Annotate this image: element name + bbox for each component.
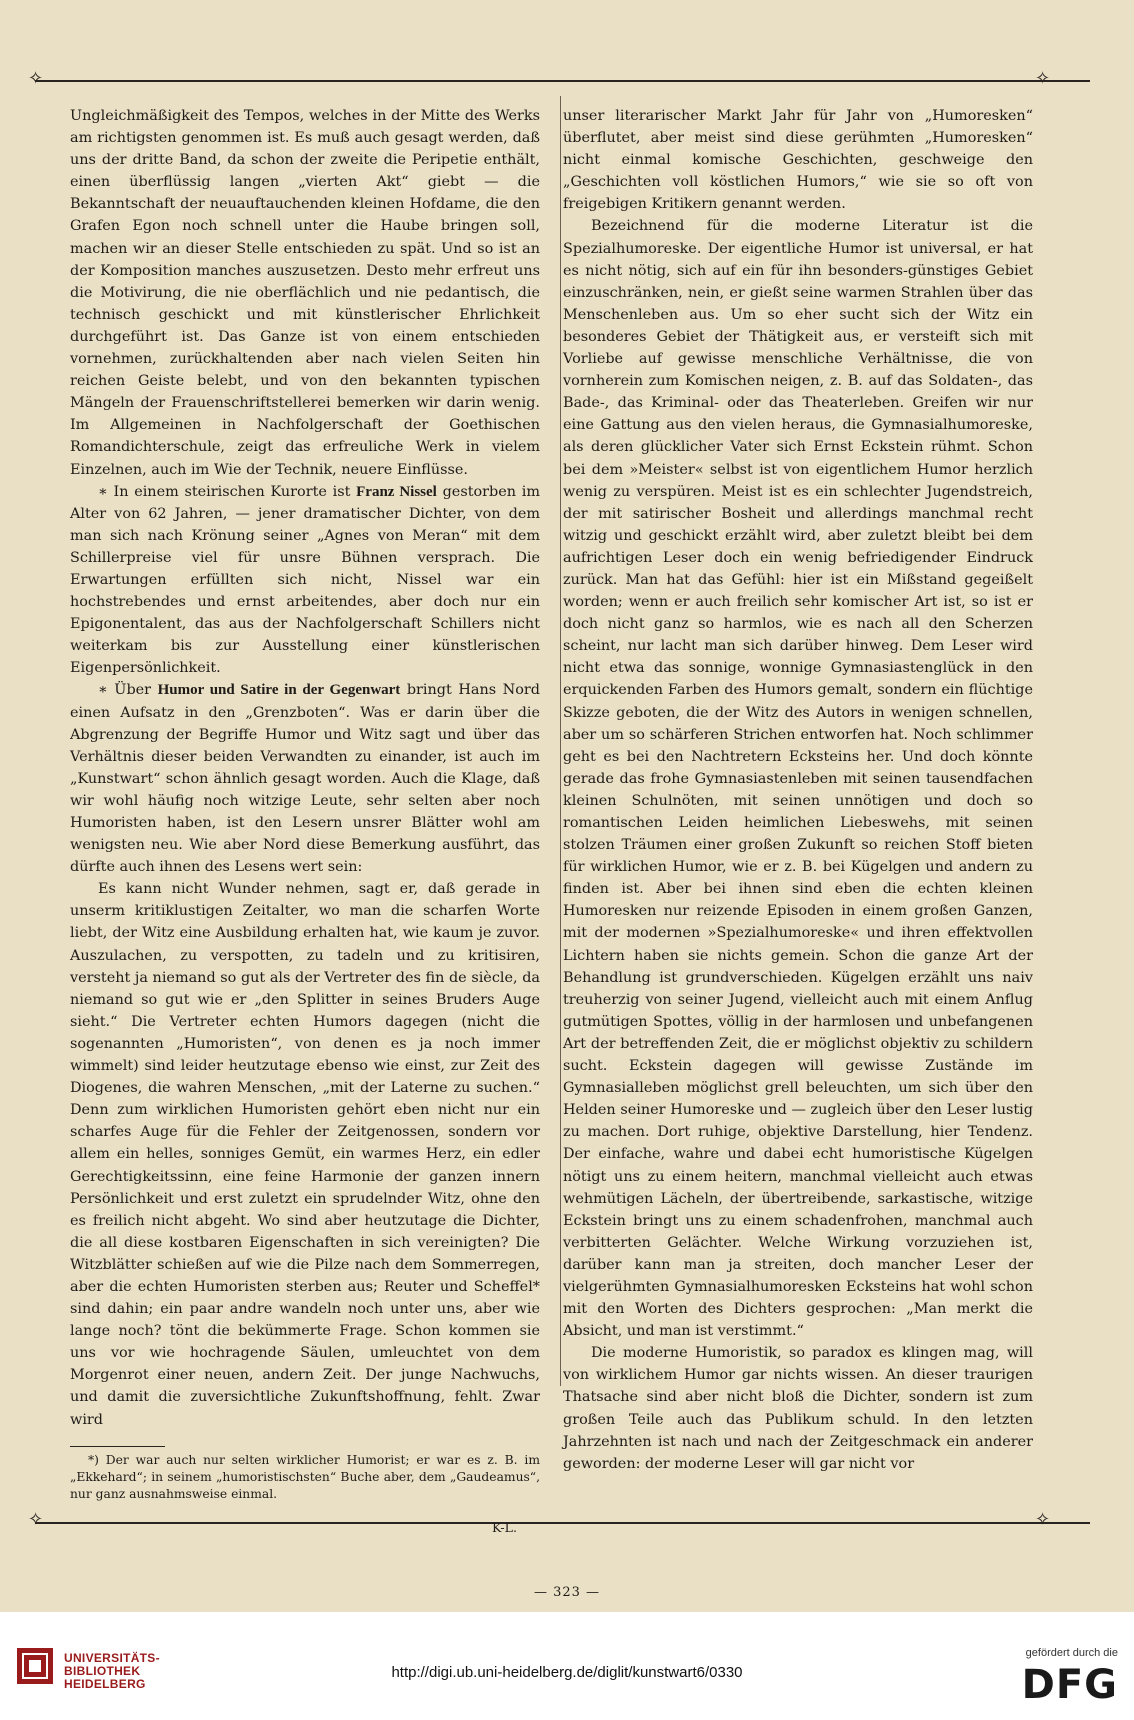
paragraph: unser literarischer Markt Jahr für Jahr von „Humoresken“ überflutet, aber meist sind diese gerühmten „Humoresken“ nicht einmal komische Geschichten, geschweige den „Geschichten voll köstlichen Humors,“ wie sie so oft von freigebigen Kritikern genannt werden. (563, 108, 1033, 213)
page-number: — 323 — (533, 1585, 601, 1600)
paragraph: Es kann nicht Wunder nehmen, sagt er, daß gerade in unserm kritiklustigen Zeitalter, wo man die scharfen Worte liebt, der Witz eine Ausbildung erhalten hat, wie kaum je zuvor. Auszulachen, zu verspotten, zu tadeln und zu kritisiren, versteht ja niemand so gut als der Vertreter des fin de siècle, da niemand so gut wie er „den Splitter in seines Bruders Auge sieht.“ Die Vertreter echten Humors dagegen (nicht die sogenannten „Humoristen“, von denen es ja noch immer wimmelt) sind leider heutzutage ebenso wie einst, zur Zeit des Diogenes, die wahren Menschen, „mit der Laterne zu suchen.“ Denn zum wirklichen Humoristen gehört eben nicht nur ein scharfes Auge für die Fehler der Zeitgenossen, sondern vor allem ein helles, sonniges Gemüt, ein warmes Herz, ein edler Gerechtigkeitssinn, eine feine Harmonie der ganzen innern Persönlichkeit und erst zuletzt ein sprudelnder Witz, ohne den es freilich nicht abgeht. Wo sind aber heutzutage die Dichter, die all diese kostbaren Eigenschaften in sich vereinigten? Die Witzblätter schießen auf wie die Pilze nach dem Sommerregen, aber die echten Humoristen sterben aus; Reuter und Scheffel* sind dahin; ein paar andre wandeln noch unter uns, aber wie lange noch? tönt die bekümmerte Frage. Schon kommen sie uns vor wie hochragende Säulen, umleuchtet von dem Morgenrot einer neuen, andern Zeit. Der junge Nachwuchs, und damit die zuversichtliche Zukunftshoffnung, fehlt. Zwar wird (70, 881, 540, 1428)
footnote: *) Der war auch nur selten wirklicher Humorist; er war es z. B. im „Ekkehard“; in seinem „humoristischsten“ Buche aber, dem „Gaudeamus“, nur ganz ausnahmsweise einmal. (70, 1453, 540, 1501)
dfg-logo: DFG (1021, 1662, 1118, 1708)
column-divider (560, 96, 561, 1386)
left-column (70, 105, 540, 1431)
ornament-corner-icon: ✧ (1035, 1509, 1051, 1530)
paragraph: Ungleichmäßigkeit des Tempos, welches in der Mitte des Werks am richtigsten genommen ist. Es muß auch gesagt werden, daß uns der dritte Band, da schon der zweite die Peripetie enthält, einen überflüssig langen „vierten Akt“ giebt — die Bekanntschaft der neuauftauchenden kleinen Hofdame, die den Grafen Egon noch schnell unter die Haube bringen soll, machen wir an dieser Stelle entschieden zu spät. Und so ist an der Komposition manches auszusetzen. Desto mehr erfreut uns die Motivirung, die nie oberflächlich und nie pedantisch, die technisch geschickt und mit künstlerischer Ehrlichkeit durchgeführt ist. Das Ganze ist von einem entschieden vornehmen, zurückhaltenden aber nach vielen Seiten hin reichen Geiste belebt, und von den bekannten typischen Mängeln der Frauenschriftstellerei bemerken wir darin wenig. Im Allgemeinen in Nachfolgerschaft der Goethischen Romandichterschule, zeigt das erfreuliche Werk in vielem Einzelnen, auch im Wie der Technik, neuere Einflüsse. (70, 108, 540, 478)
library-name: UNIVERSITÄTS- BIBLIOTHEK HEIDELBERG (64, 1651, 160, 1691)
person-name: Franz Nissel (356, 483, 437, 500)
footnote-signature: K-L. (492, 1520, 517, 1535)
paragraph: ∗ In einem steirischen Kurorte ist Franz Nissel gestorben im Alter von 62 Jahren, — jener dramatischer Dichter, von dem man sich nach Krönung seiner „Agnes von Meran“ mit dem Schillerpreise viel für unsre Bühnen versprach. Die Erwartungen erfüllten sich nicht, Nissel war ein hochstrebendes und ernst arbeitendes, aber doch nur ein Epigonentalent, das aus der Nachfolgerschaft Schillers nicht weiterkam bis zur Ausstellung einer künstlerischen Eigenpersönlichkeit. (70, 483, 541, 677)
paragraph: Bezeichnend für die moderne Literatur ist die Spezialhumoreske. Der eigentliche Humor ist universal, er hat es nicht nötig, sich auf ein für ihn besonders-günstiges Gebiet einzuschränken, nein, er gießt seine warmen Strahlen über das Menschenleben aus. Um so eher sucht sich der Witz ein besonderes Gebiet der Thätigkeit aus, er versteift sich mit Vorliebe auf gewisse menschliche Verhältnisse, die von vornherein zum Komischen neigen, z. B. auf das Soldaten-, das Bade-, das Kriminal- oder das Theaterleben. Greifen wir nur eine Gattung aus den vielen heraus, die Gymnasialhumoreske, als deren glücklicher Vater sich Ernst Eckstein rühmt. Schon bei dem »Meister« selbst ist von eigentlichem Humor herzlich wenig zu verspüren. Meist ist es ein schlechter Jugendstreich, der mit satirischer Bosheit und allerdings manchmal recht witzig und geschickt erzählt wird, aber zuletzt bleibt bei dem aufrichtigen Leser doch ein wenig befriedigender Eindruck zurück. Man hat das Gefühl: hier ist ein Mißstand gegeißelt worden; wenn er auch freilich sehr komischer Art ist, so ist er doch nicht ganz so harmlos, wie es nach all den Scherzen scheint, nur lacht man sich darüber hinweg. Dem Leser wird nicht etwa das sonnige, wonnige Gymnasiastenglück in den erquickenden Farben des Humors gemalt, sondern ein flüchtige Skizze geboten, die der Witz des Autors in wenigen schnellen, aber um so schärferen Strichen entworfen hat. Noch schlimmer geht es bei den Nachtretern Ecksteins her. Und doch könnte gerade das frohe Gymnasiastenleben mit seinen tausendfachen kleinen Schulnöten, mit seinen unnötigen und doch so romantischen Leiden heimlichen Liebeswehs, mit seinen stolzen Träumen einer großen Zukunft so reichen Stoff bieten für wirklichen Humor, wie er z. B. bei Kügelgen und andern zu finden ist. Aber bei ihnen sind eben die echten kleinen Humoresken nur reizende Episoden in einem großen Ganzen, mit der modernen »Spezialhumoreske« und ihren effektvollen Lichtern haben sie nichts gemein. Schon die ganze Art der Behandlung ist grundverschieden. Kügelgen erzählt uns naiv treuherzig von seiner Jugend, vielleicht auch mit einem Anflug gutmütigen Spottes, völlig in der harmlosen und unbefangenen Art der betreffenden Zeit, die er möglichst objektiv zu schildern sucht. Eckstein dagegen will gewisse Zustände im Gymnasialleben möglichst grell beleuchten, um sich über den Helden seiner Humoreske und — zugleich über den Leser lustig zu machen. Dort ruhige, objektive Darstellung, hier Tendenz. Der einfache, wahre und dabei echt humoristische Kügelgen nötigt uns zu einem heitern, manchmal vielleicht auch etwas wehmütigen Lächeln, der übertreibende, sarkastische, witzige Eckstein bringt uns zu einem schadenfrohen, manchmal auch verbitterten Gelächter. Welche Wirkung vorzuziehen ist, darüber kann man ja streiten, doch mancher Leser der vielgerühmten Gymnasialhumoresken Ecksteins hat wohl schon mit den Worten des Dichters gesprochen: „Man merkt die Absicht, und man ist verstimmt.“ (563, 218, 1033, 1340)
right-column (563, 105, 1033, 1475)
sponsor-block (1021, 1647, 1118, 1708)
ornament-corner-icon: ✧ (28, 68, 44, 89)
sponsor-text: gefördert durch die (1025, 1647, 1118, 1659)
ornament-corner-icon: ✧ (28, 1509, 44, 1530)
source-url[interactable]: http://digi.ub.uni-heidelberg.de/diglit/kunstwart6/0330 (391, 1664, 743, 1681)
paragraph: ∗ Über Humor und Satire in der Gegenwart bringt Hans Nord einen Aufsatz in den „Grenzboten“. Was er darin über die Abgrenzung der Begriffe Humor und Witz sagt und über das Verhältnis dieser beiden Verwandten zu einander, ist auch im „Kunstwart“ schon ähnlich gesagt worden. Auch die Klage, daß wir wohl häufig noch witzige Leute, sehr selten aber noch Humoristen haben, ist den Lesern unsrer Blätter wohl am wenigsten neu. Wie aber Nord diese Bemerkung ausführt, das dürfte auch ihnen des Lesens wert sein: (70, 682, 540, 876)
footer-bar (0, 1612, 1134, 1720)
footnote-rule (70, 1446, 165, 1447)
article-title: Humor und Satire in der Gegenwart (157, 682, 401, 699)
ornament-corner-icon: ✧ (1035, 68, 1051, 89)
paragraph: Die moderne Humoristik, so paradox es klingen mag, will von wirklichem Humor gar nichts wissen. An dieser traurigen Thatsache sind aber nicht bloß die Dichter, sondern ist zum großen Teile auch das Publikum schuld. In den letzten Jahrzehnten ist nach und nach der Zeitgeschmack ein anderer geworden: der moderne Leser will gar nicht vor (563, 1345, 1033, 1472)
